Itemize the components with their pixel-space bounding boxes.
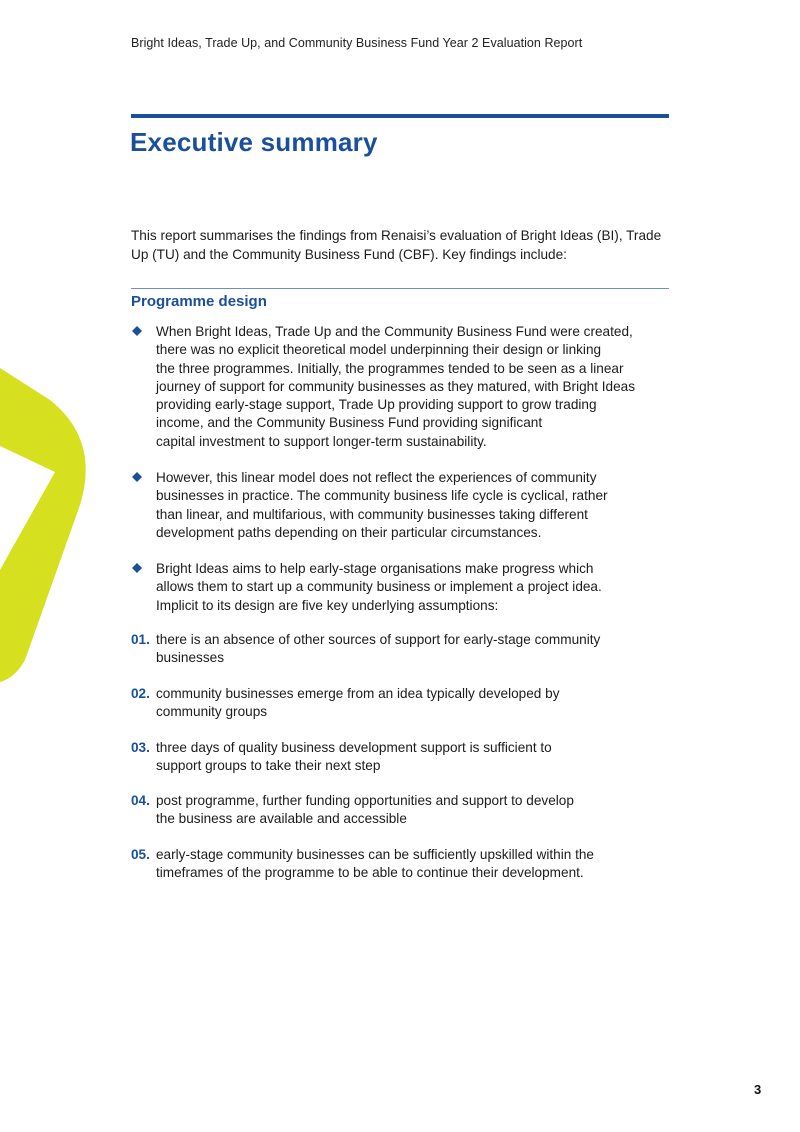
assumption-text <box>156 631 676 668</box>
running-header: Bright Ideas, Trade Up, and Community Business Fund Year 2 Evaluation Report <box>131 36 583 50</box>
bullet-item <box>131 323 676 451</box>
text-line: than linear, and multifarious, with community businesses taking different <box>156 506 588 522</box>
section-divider <box>131 288 669 289</box>
text-line: timeframes of the programme to be able to continue their development. <box>156 865 584 881</box>
text-line: development paths depending on their particular circumstances. <box>156 524 542 540</box>
assumption-item <box>131 631 676 668</box>
text-line: capital investment to support longer-term sustainability. <box>156 433 487 449</box>
bullet-text <box>156 323 676 451</box>
assumption-number: 02. <box>131 686 150 701</box>
assumption-text <box>156 846 676 883</box>
section-title: Programme design <box>131 293 267 310</box>
text-line: allows them to start up a community business or implement a project idea. <box>156 579 602 595</box>
text-line: there was no explicit theoretical model underpinning their design or linking <box>156 342 602 358</box>
assumption-item <box>131 846 676 883</box>
text-line: providing early-stage support, Trade Up providing support to grow trading <box>156 397 597 413</box>
text-line: income, and the Community Business Fund providing significant <box>156 415 543 431</box>
title-rule <box>131 114 669 118</box>
text-line: Bright Ideas aims to help early-stage organisations make progress which <box>156 561 594 576</box>
text-line: the business are available and accessible <box>156 811 407 827</box>
decorative-chevron-graphic <box>0 360 110 690</box>
assumption-text <box>156 739 676 776</box>
page-number: 3 <box>754 1082 762 1097</box>
text-line: Implicit to its design are five key underlying assumptions: <box>156 597 499 613</box>
assumption-number: 03. <box>131 740 150 755</box>
diamond-bullet-icon <box>132 563 142 573</box>
assumption-text <box>156 685 676 722</box>
text-line: However, this linear model does not reflect the experiences of community <box>156 470 597 485</box>
bullet-item <box>131 560 676 615</box>
text-line: journey of support for community businesses as they matured, with Bright Ideas <box>156 378 636 394</box>
assumption-text <box>156 792 676 829</box>
text-line: When Bright Ideas, Trade Up and the Community Business Fund were created, <box>156 324 633 339</box>
assumption-number: 01. <box>131 632 150 647</box>
text-line: community businesses emerge from an idea typically developed by <box>156 686 560 701</box>
text-line: businesses <box>156 650 225 666</box>
text-line: there is an absence of other sources of support for early-stage community <box>156 632 601 647</box>
text-line: early-stage community businesses can be sufficiently upskilled within the <box>156 847 594 862</box>
assumption-item <box>131 685 676 722</box>
text-line: three days of quality business development support is sufficient to <box>156 740 552 755</box>
text-line: the three programmes. Initially, the programmes tended to be seen as a linear <box>156 360 624 376</box>
bullet-text <box>156 560 676 615</box>
bullet-text <box>156 469 676 542</box>
text-line: businesses in practice. The community business life cycle is cyclical, rather <box>156 488 608 504</box>
assumption-number: 05. <box>131 847 150 862</box>
page-title: Executive summary <box>130 127 378 157</box>
text-line: post programme, further funding opportunities and support to develop <box>156 793 574 808</box>
intro-paragraph: This report summarises the findings from Renaisi’s evaluation of Bright Ideas (BI), Trade Up (TU) and the Community Business Fund (CBF). Key findings include: <box>131 228 662 262</box>
text-line: community groups <box>156 704 268 720</box>
assumption-item <box>131 792 676 829</box>
text-line: support groups to take their next step <box>156 758 381 774</box>
diamond-bullet-icon <box>132 326 142 336</box>
diamond-bullet-icon <box>132 472 142 482</box>
assumption-item <box>131 739 676 776</box>
assumption-number: 04. <box>131 793 150 808</box>
bullet-item <box>131 469 676 542</box>
